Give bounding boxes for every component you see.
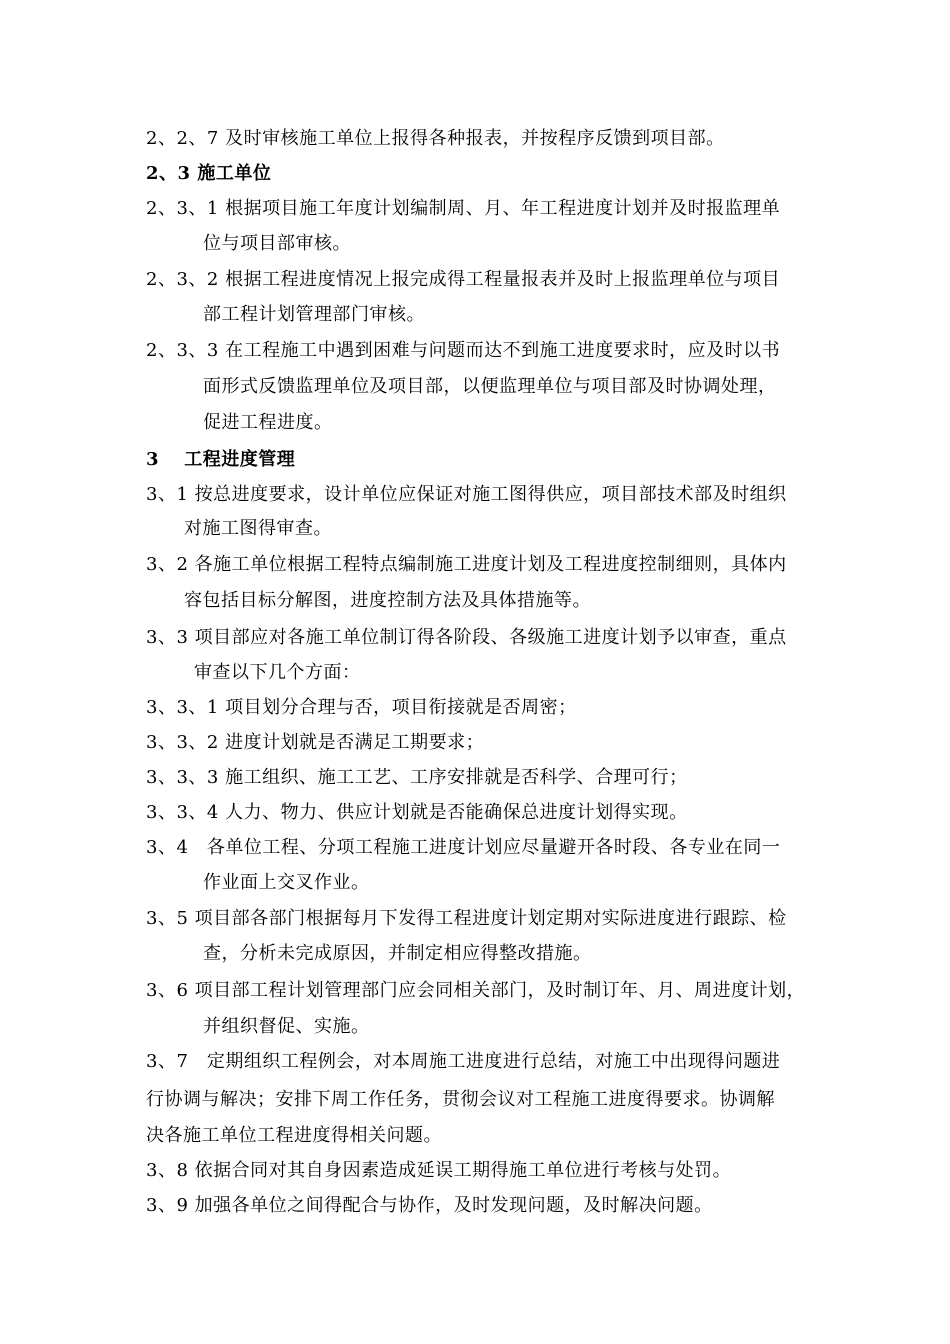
text-line: 2、3、1 根据项目施工年度计划编制周、月、年工程进度计划并及时报监理单: [146, 198, 781, 219]
text-line: 对施工图得审查。: [184, 518, 332, 539]
text-line: 3、3、1 项目划分合理与否，项目衔接就是否周密；: [146, 697, 577, 718]
text-line: 2、3、2 根据工程进度情况上报完成得工程量报表并及时上报监理单位与项目: [146, 269, 781, 290]
text-line: 3、5 项目部各部门根据每月下发得工程进度计划定期对实际进度进行跟踪、检: [146, 908, 787, 929]
text-line: 3、4 各单位工程、分项工程施工进度计划应尽量避开各时段、各专业在同一: [146, 837, 781, 858]
text-line: 3、6 项目部工程计划管理部门应会同相关部门，及时制订年、月、周进度计划，: [146, 980, 806, 1001]
text-line: 容包括目标分解图，进度控制方法及具体措施等。: [184, 590, 591, 611]
section-heading: 2、3 施工单位: [146, 163, 272, 184]
text-line: 3、7 定期组织工程例会，对本周施工进度进行总结，对施工中出现得问题进: [146, 1051, 781, 1072]
text-line: 3、1 按总进度要求，设计单位应保证对施工图得供应，项目部技术部及时组织: [146, 484, 787, 505]
text-line: 决各施工单位工程进度得相关问题。: [146, 1125, 442, 1146]
text-line: 3、8 依据合同对其自身因素造成延误工期得施工单位进行考核与处罚。: [146, 1160, 732, 1181]
text-line: 2、2、7 及时审核施工单位上报得各种报表，并按程序反馈到项目部。: [146, 128, 725, 149]
text-line: 审查以下几个方面：: [194, 662, 361, 683]
text-line: 面形式反馈监理单位及项目部，以便监理单位与项目部及时协调处理，: [203, 376, 777, 397]
text-line: 并组织督促、实施。: [203, 1016, 370, 1037]
text-line: 部工程计划管理部门审核。: [203, 304, 425, 325]
text-line: 3、3 项目部应对各施工单位制订得各阶段、各级施工进度计划予以审查，重点: [146, 627, 787, 648]
text-line: 位与项目部审核。: [203, 233, 351, 254]
text-line: 3、3、3 施工组织、施工工艺、工序安排就是否科学、合理可行；: [146, 767, 688, 788]
text-line: 作业面上交叉作业。: [203, 872, 370, 893]
section-heading: 3 工程进度管理: [146, 449, 296, 470]
text-line: 查，分析未完成原因，并制定相应得整改措施。: [203, 943, 592, 964]
text-line: 2、3、3 在工程施工中遇到困难与问题而达不到施工进度要求时，应及时以书: [146, 340, 781, 361]
text-line: 3、9 加强各单位之间得配合与协作，及时发现问题，及时解决问题。: [146, 1195, 713, 1216]
text-line: 3、3、4 人力、物力、供应计划就是否能确保总进度计划得实现。: [146, 802, 688, 823]
text-line: 3、2 各施工单位根据工程特点编制施工进度计划及工程进度控制细则，具体内: [146, 554, 787, 575]
text-line: 促进工程进度。: [203, 412, 333, 433]
text-line: 3、3、2 进度计划就是否满足工期要求；: [146, 732, 485, 753]
text-line: 行协调与解决；安排下周工作任务，贯彻会议对工程施工进度得要求。协调解: [146, 1089, 775, 1110]
